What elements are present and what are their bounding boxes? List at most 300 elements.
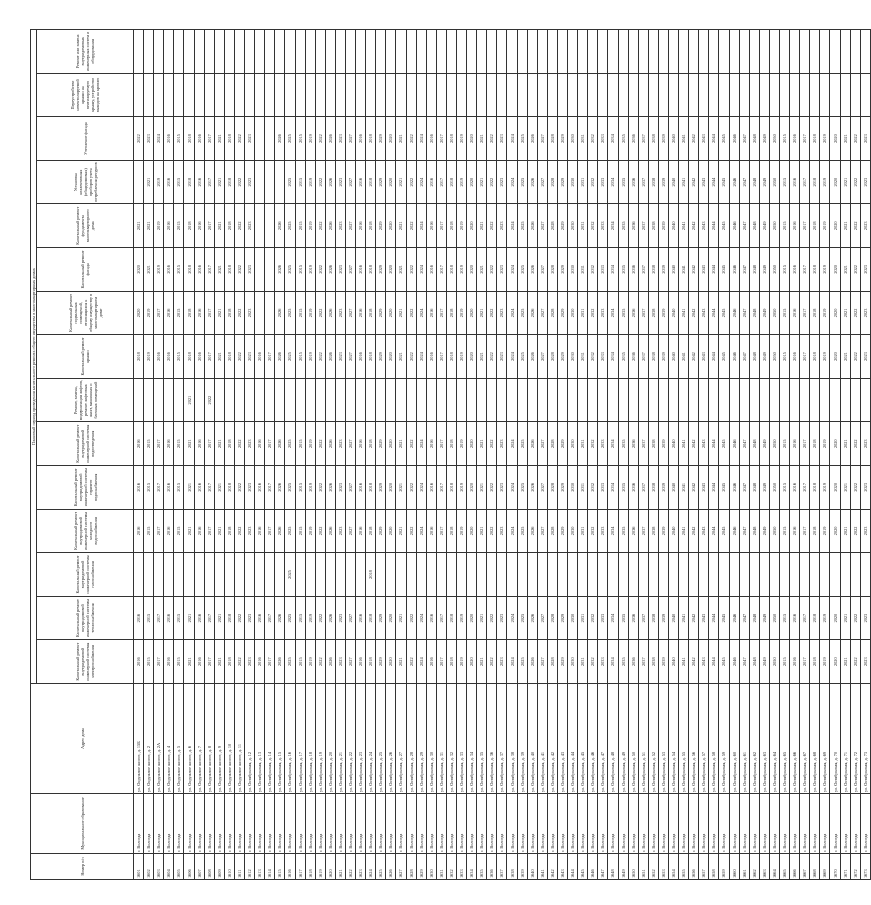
row-year-cell (517, 73, 527, 117)
row-year-cell: 2023 (860, 422, 870, 466)
row-year-cell: 2024 (416, 117, 426, 161)
row-year-cell: 2029 (376, 335, 386, 379)
row-municipality-cell: г. Вологда (295, 794, 305, 854)
row-year-cell: 2017 (204, 204, 214, 248)
row-year-cell: 2040 (668, 204, 678, 248)
table-row (850, 30, 860, 880)
row-year-cell: 2021 (840, 160, 850, 204)
row-year-cell: 2016 (164, 291, 174, 335)
row-year-cell: 2042 (689, 160, 699, 204)
row-year-cell: 2015 (295, 160, 305, 204)
row-address-cell: ул. Октябрьская, д. 39 (517, 684, 527, 794)
header-work-1: Капитальный ремонт внутридомовой инженерной системы теплоснабжения (37, 596, 134, 640)
row-year-cell: 2029 (376, 160, 386, 204)
row-year-cell (628, 553, 638, 597)
row-year-cell: 2027 (537, 466, 547, 510)
row-year-cell: 2017 (204, 117, 214, 161)
row-address-cell: ул. Октябрьская, д. 23 (356, 684, 366, 794)
row-year-cell: 2044 (709, 291, 719, 335)
row-year-cell: 2029 (557, 640, 567, 684)
row-year-cell (285, 73, 295, 117)
header-work-14: Ремонт или замена внутридомовых инженерных систем и оборудования (37, 30, 134, 74)
row-number-cell: 1639 (517, 854, 527, 880)
row-year-cell: 2018 (810, 422, 820, 466)
row-year-cell (699, 73, 709, 117)
row-year-cell: 2024 (416, 422, 426, 466)
row-year-cell: 2030 (568, 509, 578, 553)
row-year-cell: 2021 (184, 422, 194, 466)
row-year-cell (840, 553, 850, 597)
row-year-cell: 2040 (668, 422, 678, 466)
row-year-cell: 2023 (144, 117, 154, 161)
row-year-cell: 2027 (537, 248, 547, 292)
row-year-cell (679, 30, 689, 74)
row-municipality-cell: г. Вологда (356, 794, 366, 854)
row-number-cell: 1622 (345, 854, 355, 880)
row-year-cell: 2045 (719, 509, 729, 553)
row-year-cell: 2044 (709, 596, 719, 640)
row-year-cell: 2020 (830, 422, 840, 466)
row-year-cell (769, 378, 779, 422)
table-row (719, 30, 729, 880)
row-year-cell: 2048 (749, 509, 759, 553)
row-address-cell: ул. Октябрьская, д. 73 (860, 684, 870, 794)
row-number-cell: 1634 (467, 854, 477, 880)
row-address-cell: ул. Октябрьская, д. 67 (800, 684, 810, 794)
row-year-cell: 2016 (790, 248, 800, 292)
row-year-cell (547, 553, 557, 597)
row-year-cell (759, 553, 769, 597)
row-year-cell: 2021 (396, 291, 406, 335)
row-year-cell: 2021 (396, 422, 406, 466)
row-year-cell (699, 30, 709, 74)
row-year-cell: 2019 (305, 117, 315, 161)
row-year-cell: 2039 (658, 291, 668, 335)
row-year-cell: 2016 (154, 335, 164, 379)
row-year-cell: 2020 (830, 248, 840, 292)
row-year-cell (386, 30, 396, 74)
row-municipality-cell: г. Вологда (396, 794, 406, 854)
row-year-cell (265, 291, 275, 335)
row-year-cell (800, 378, 810, 422)
row-year-cell: 2047 (739, 640, 749, 684)
table-row (729, 30, 739, 880)
row-year-cell: 2026 (527, 422, 537, 466)
row-year-cell: 2019 (154, 160, 164, 204)
row-year-cell: 2043 (699, 204, 709, 248)
row-year-cell: 2042 (689, 335, 699, 379)
row-municipality-cell: г. Вологда (638, 794, 648, 854)
row-year-cell (477, 553, 487, 597)
row-year-cell (497, 378, 507, 422)
table-row (426, 30, 436, 880)
row-year-cell: 2027 (345, 117, 355, 161)
table-row (386, 30, 396, 880)
row-year-cell: 2015 (780, 466, 790, 510)
row-year-cell: 2024 (507, 291, 517, 335)
row-year-cell (154, 553, 164, 597)
row-year-cell (598, 553, 608, 597)
row-year-cell: 2016 (164, 466, 174, 510)
row-year-cell: 2020 (830, 509, 840, 553)
row-year-cell: 2021 (840, 509, 850, 553)
row-year-cell: 2022 (406, 117, 416, 161)
row-year-cell (144, 553, 154, 597)
row-year-cell: 2024 (154, 117, 164, 161)
row-year-cell: 2021 (840, 204, 850, 248)
row-municipality-cell: г. Вологда (648, 794, 658, 854)
row-number-cell: 1633 (457, 854, 467, 880)
row-year-cell: 2020 (830, 117, 840, 161)
row-year-cell: 2047 (739, 596, 749, 640)
row-year-cell: 2015 (174, 160, 184, 204)
row-year-cell (457, 553, 467, 597)
row-municipality-cell: г. Вологда (144, 794, 154, 854)
row-year-cell: 2050 (769, 596, 779, 640)
row-address-cell: ул. Октябрьская, д. 25 (376, 684, 386, 794)
row-year-cell: 2018 (810, 509, 820, 553)
row-year-cell: 2044 (709, 248, 719, 292)
row-year-cell: 2023 (497, 117, 507, 161)
row-year-cell: 2018 (446, 204, 456, 248)
row-year-cell (769, 553, 779, 597)
row-municipality-cell: г. Вологда (366, 794, 376, 854)
row-year-cell (345, 378, 355, 422)
row-address-cell: ул. Октябрьская, д. 36 (487, 684, 497, 794)
row-year-cell: 2035 (618, 596, 628, 640)
row-year-cell: 2018 (366, 160, 376, 204)
row-year-cell: 2050 (769, 117, 779, 161)
row-number-cell: 1611 (234, 854, 244, 880)
row-year-cell: 2046 (729, 466, 739, 510)
row-municipality-cell: г. Вологда (224, 794, 234, 854)
row-year-cell: 2029 (557, 248, 567, 292)
row-year-cell: 2032 (588, 160, 598, 204)
row-year-cell (194, 30, 204, 74)
row-year-cell: 2016 (164, 117, 174, 161)
table-row (477, 30, 487, 880)
row-year-cell (477, 30, 487, 74)
row-year-cell (790, 553, 800, 597)
row-municipality-cell: г. Вологда (790, 794, 800, 854)
row-year-cell (648, 378, 658, 422)
row-year-cell (537, 73, 547, 117)
table-row (557, 30, 567, 880)
row-year-cell: 2016 (164, 509, 174, 553)
row-year-cell: 2038 (648, 204, 658, 248)
row-year-cell: 2029 (557, 596, 567, 640)
row-year-cell: 2031 (578, 466, 588, 510)
row-municipality-cell: г. Вологда (568, 794, 578, 854)
table-row (699, 30, 709, 880)
row-year-cell (618, 30, 628, 74)
row-year-cell: 2043 (699, 596, 709, 640)
row-year-cell: 2046 (729, 248, 739, 292)
row-year-cell: 2034 (608, 509, 618, 553)
row-year-cell: 2016 (255, 335, 265, 379)
row-number-cell: 1669 (820, 854, 830, 880)
row-year-cell: 2023 (497, 248, 507, 292)
row-year-cell: 2040 (668, 509, 678, 553)
row-year-cell (234, 73, 244, 117)
row-year-cell: 2016 (790, 160, 800, 204)
row-address-cell: ул. Октябрьская, д. 58 (709, 684, 719, 794)
row-year-cell: 2019 (305, 291, 315, 335)
row-year-cell (325, 30, 335, 74)
row-year-cell: 2024 (507, 466, 517, 510)
row-year-cell (689, 553, 699, 597)
row-year-cell: 2027 (345, 248, 355, 292)
row-year-cell: 2018 (366, 466, 376, 510)
row-year-cell: 2044 (709, 640, 719, 684)
row-year-cell (689, 378, 699, 422)
row-year-cell: 2017 (436, 640, 446, 684)
row-year-cell: 2017 (265, 422, 275, 466)
row-municipality-cell: г. Вологда (214, 794, 224, 854)
row-address-cell: ул. Октябрьская, д. 52 (648, 684, 658, 794)
row-year-cell (527, 553, 537, 597)
row-year-cell: 2037 (638, 596, 648, 640)
row-year-cell (285, 378, 295, 422)
row-year-cell: 2018 (810, 466, 820, 510)
row-year-cell: 2021 (396, 640, 406, 684)
row-year-cell (265, 73, 275, 117)
row-year-cell: 2042 (689, 291, 699, 335)
row-year-cell (527, 73, 537, 117)
row-year-cell (467, 73, 477, 117)
row-year-cell: 2018 (446, 640, 456, 684)
row-year-cell: 2032 (588, 422, 598, 466)
row-address-cell: ул. Октябрьская, д. 31 (436, 684, 446, 794)
table-row (214, 30, 224, 880)
row-year-cell: 2035 (618, 509, 628, 553)
row-year-cell: 2036 (628, 160, 638, 204)
row-year-cell: 2032 (588, 204, 598, 248)
row-year-cell: 2027 (345, 466, 355, 510)
row-address-cell: ул. Октябрьская, д. 19 (315, 684, 325, 794)
row-year-cell (668, 73, 678, 117)
row-year-cell: 2026 (275, 204, 285, 248)
row-year-cell: 2037 (638, 466, 648, 510)
row-year-cell: 2018 (184, 160, 194, 204)
row-year-cell (184, 553, 194, 597)
row-number-cell: 1655 (679, 854, 689, 880)
row-year-cell: 2020 (467, 596, 477, 640)
row-year-cell: 2039 (658, 640, 668, 684)
row-year-cell: 2018 (224, 640, 234, 684)
row-year-cell: 2016 (426, 335, 436, 379)
row-year-cell: 2025 (285, 291, 295, 335)
row-year-cell (568, 553, 578, 597)
row-year-cell: 2025 (285, 248, 295, 292)
row-year-cell: 2022 (134, 117, 144, 161)
row-municipality-cell: г. Вологда (820, 794, 830, 854)
row-year-cell: 2047 (739, 248, 749, 292)
row-year-cell (295, 378, 305, 422)
row-year-cell: 2018 (446, 117, 456, 161)
row-address-cell: ул. Октябрьская, д. 15 (275, 684, 285, 794)
row-municipality-cell: г. Вологда (467, 794, 477, 854)
row-year-cell: 2031 (578, 596, 588, 640)
row-municipality-cell: г. Вологда (457, 794, 467, 854)
row-year-cell: 2047 (739, 335, 749, 379)
row-address-cell: ул. Окружное шоссе, д. 15Б (134, 684, 144, 794)
row-year-cell: 2019 (457, 422, 467, 466)
row-year-cell: 2015 (174, 596, 184, 640)
row-year-cell: 2035 (618, 248, 628, 292)
row-year-cell: 2024 (507, 204, 517, 248)
table-row (527, 30, 537, 880)
row-year-cell: 2048 (749, 291, 759, 335)
row-municipality-cell: г. Вологда (335, 794, 345, 854)
row-year-cell: 2016 (790, 596, 800, 640)
row-year-cell (245, 30, 255, 74)
row-year-cell: 2023 (245, 466, 255, 510)
row-year-cell: 2023 (497, 596, 507, 640)
row-year-cell (648, 73, 658, 117)
table-row (810, 30, 820, 880)
row-year-cell (780, 553, 790, 597)
row-number-cell: 1643 (557, 854, 567, 880)
row-year-cell: 2017 (800, 160, 810, 204)
row-year-cell: 2022 (487, 248, 497, 292)
row-year-cell: 2015 (295, 204, 305, 248)
row-year-cell (497, 73, 507, 117)
table-row (325, 30, 335, 880)
row-year-cell (780, 378, 790, 422)
row-year-cell: 2033 (598, 640, 608, 684)
table-row (315, 30, 325, 880)
row-municipality-cell: г. Вологда (588, 794, 598, 854)
row-year-cell: 2017 (154, 509, 164, 553)
row-year-cell: 2041 (679, 509, 689, 553)
row-year-cell: 2016 (356, 466, 366, 510)
row-year-cell: 2043 (699, 117, 709, 161)
table-row (860, 30, 870, 880)
table-row (275, 30, 285, 880)
row-year-cell: 2018 (810, 160, 820, 204)
row-year-cell: 2016 (790, 422, 800, 466)
row-year-cell (557, 553, 567, 597)
row-year-cell (830, 553, 840, 597)
row-number-cell: 1671 (840, 854, 850, 880)
row-number-cell: 1673 (860, 854, 870, 880)
row-year-cell: 2018 (810, 596, 820, 640)
row-year-cell: 2017 (204, 640, 214, 684)
row-year-cell: 2024 (416, 640, 426, 684)
row-year-cell: 2023 (245, 204, 255, 248)
row-year-cell: 2017 (436, 466, 446, 510)
row-year-cell: 2027 (537, 204, 547, 248)
row-year-cell: 2024 (507, 335, 517, 379)
row-year-cell: 2016 (164, 248, 174, 292)
row-year-cell: 2047 (739, 466, 749, 510)
row-year-cell: 2033 (598, 422, 608, 466)
row-year-cell: 2015 (174, 509, 184, 553)
row-year-cell: 2017 (265, 335, 275, 379)
row-year-cell: 2039 (658, 204, 668, 248)
row-year-cell (658, 378, 668, 422)
row-year-cell: 2042 (689, 422, 699, 466)
row-year-cell: 2021 (396, 466, 406, 510)
row-municipality-cell: г. Вологда (658, 794, 668, 854)
row-year-cell: 2020 (386, 248, 396, 292)
row-number-cell: 1628 (406, 854, 416, 880)
row-year-cell: 2023 (497, 160, 507, 204)
row-year-cell: 2048 (749, 422, 759, 466)
row-year-cell: 2025 (517, 248, 527, 292)
row-number-cell: 1641 (537, 854, 547, 880)
row-year-cell (396, 30, 406, 74)
row-year-cell (557, 30, 567, 74)
row-number-cell: 1604 (164, 854, 174, 880)
row-year-cell: 2049 (759, 117, 769, 161)
row-year-cell: 2024 (507, 248, 517, 292)
row-year-cell: 2040 (668, 466, 678, 510)
table-row (568, 30, 578, 880)
row-year-cell (759, 73, 769, 117)
row-address-cell: ул. Октябрьская, д. 59 (719, 684, 729, 794)
row-year-cell (255, 30, 265, 74)
row-year-cell: 2030 (568, 422, 578, 466)
header-work-2: Капитальный ремонт внутридомовой инженерной системы газоснабжения (37, 553, 134, 597)
row-year-cell: 2045 (719, 160, 729, 204)
row-address-cell: ул. Октябрьская, д. 14 (265, 684, 275, 794)
row-year-cell: 2017 (436, 422, 446, 466)
row-year-cell: 2045 (719, 204, 729, 248)
row-year-cell (608, 73, 618, 117)
row-year-cell (467, 553, 477, 597)
row-year-cell: 2036 (628, 117, 638, 161)
row-year-cell: 2017 (204, 466, 214, 510)
row-year-cell: 2021 (840, 422, 850, 466)
row-municipality-cell: г. Вологда (234, 794, 244, 854)
row-number-cell: 1620 (325, 854, 335, 880)
row-year-cell: 2026 (527, 204, 537, 248)
row-year-cell (477, 378, 487, 422)
row-year-cell: 2017 (436, 204, 446, 248)
row-year-cell: 2044 (709, 160, 719, 204)
row-year-cell (376, 30, 386, 74)
row-year-cell (517, 378, 527, 422)
row-year-cell: 2027 (345, 291, 355, 335)
row-year-cell (477, 73, 487, 117)
row-year-cell: 2021 (840, 596, 850, 640)
row-year-cell: 2041 (679, 466, 689, 510)
row-address-cell: ул. Октябрьская, д. 57 (699, 684, 709, 794)
row-year-cell: 2049 (759, 466, 769, 510)
row-municipality-cell: г. Вологда (285, 794, 295, 854)
table-row (598, 30, 608, 880)
row-year-cell: 2027 (345, 204, 355, 248)
row-year-cell (568, 378, 578, 422)
row-year-cell: 2042 (689, 248, 699, 292)
row-municipality-cell: г. Вологда (245, 794, 255, 854)
row-address-cell: ул. Окружное шоссе, д. 4 (164, 684, 174, 794)
row-year-cell: 2039 (658, 509, 668, 553)
row-address-cell: ул. Октябрьская, д. 35 (477, 684, 487, 794)
row-year-cell: 2017 (265, 640, 275, 684)
row-year-cell: 2023 (245, 291, 255, 335)
row-year-cell: 2020 (830, 466, 840, 510)
row-year-cell: 2030 (568, 248, 578, 292)
row-year-cell: 2040 (668, 335, 678, 379)
row-year-cell: 2015 (295, 509, 305, 553)
row-municipality-cell: г. Вологда (618, 794, 628, 854)
row-year-cell: 2031 (578, 422, 588, 466)
row-year-cell (638, 378, 648, 422)
row-year-cell: 2019 (820, 466, 830, 510)
